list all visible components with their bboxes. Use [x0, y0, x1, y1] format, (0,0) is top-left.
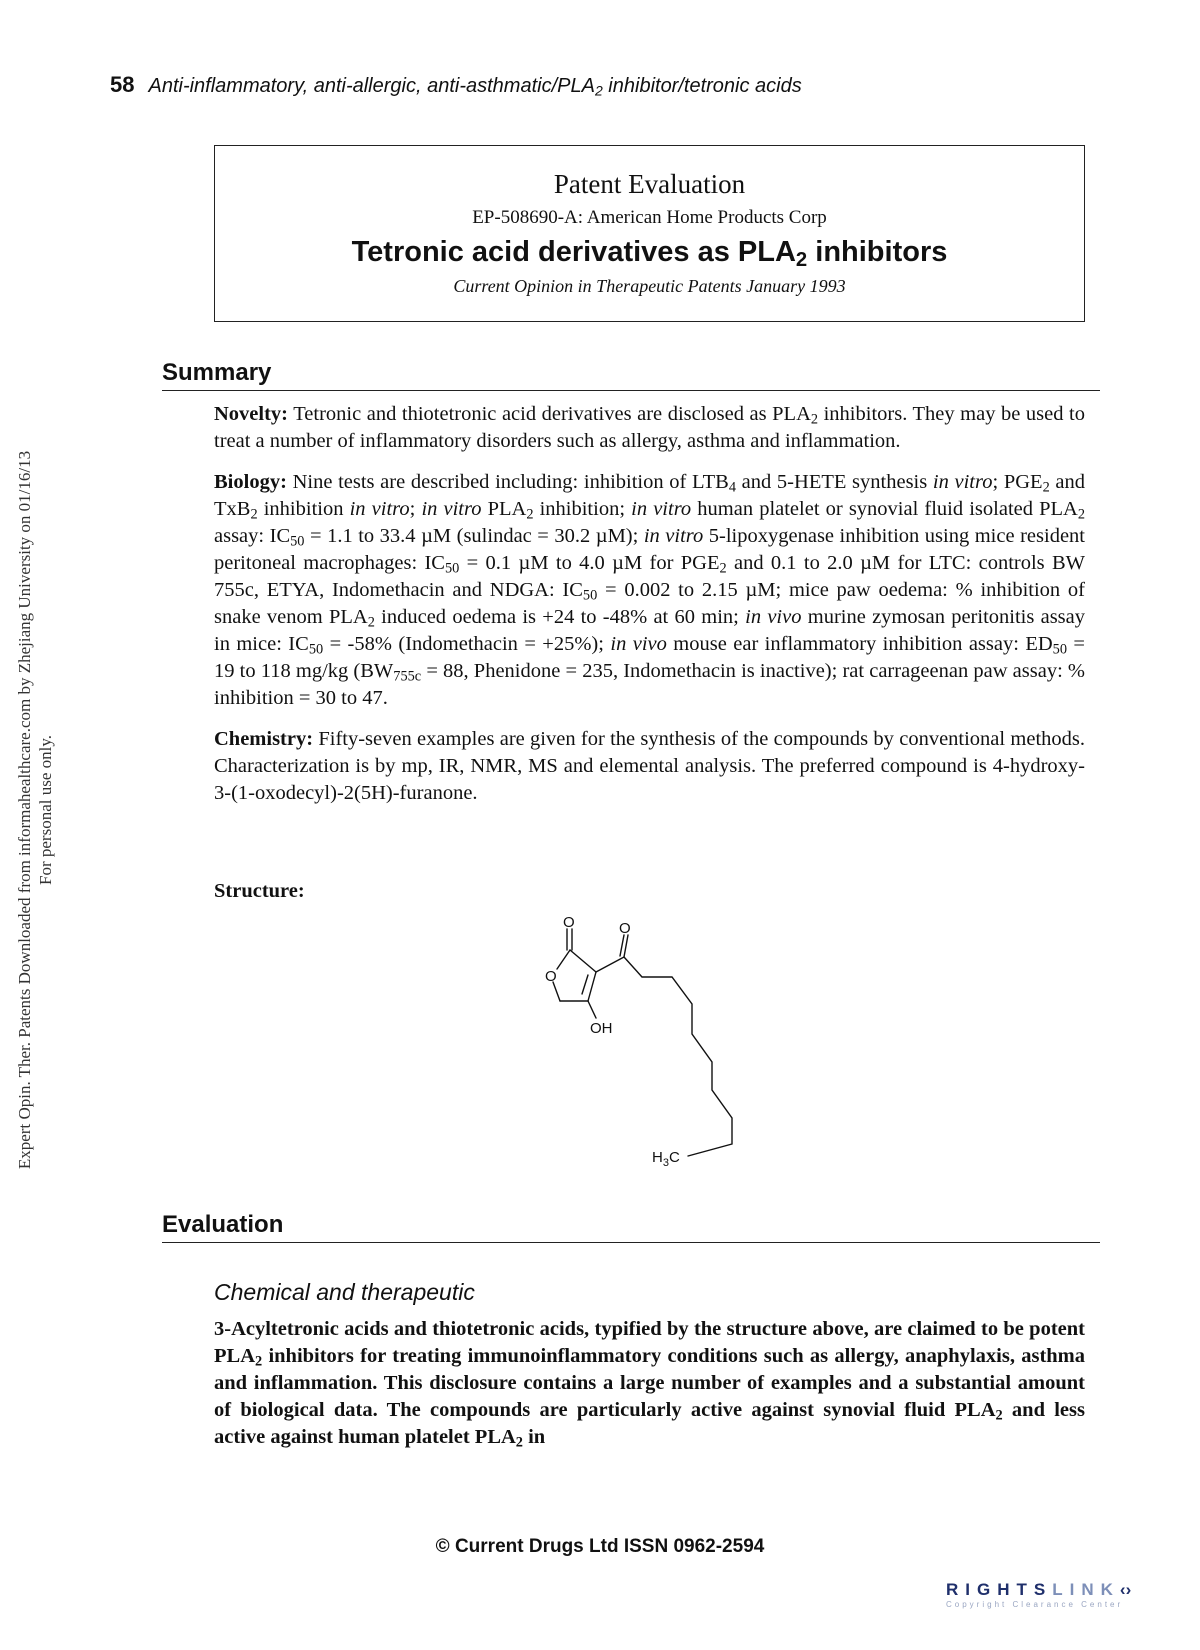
summary-body — [214, 401, 1085, 821]
evaluation-body — [214, 1316, 1085, 1465]
patent-evaluation-box — [214, 145, 1085, 322]
novelty-paragraph: Novelty: Tetronic and thiotetronic acid derivatives are disclosed as $PLA_2$ inhibitors. They may be used to treat a number of inflammatory disorders such as allergy, asthma and inflammation. — [214, 403, 1085, 452]
atom-o-lactone-carbonyl: O — [563, 914, 575, 931]
bond-acyl-o-double-b — [620, 935, 624, 956]
section-heading-evaluation: Evaluation — [162, 1210, 1100, 1243]
bond-acyl-o-double-a — [624, 935, 628, 957]
running-title: Anti-inflammatory, anti-allergic, anti-$asthmatic/PLA_2$ inhibitor/tetronic acids — [148, 75, 802, 99]
side-watermark — [0, 0, 56, 1650]
box-label: Patent Evaluation — [553, 169, 746, 199]
rightslink-strong: RIGHTS — [946, 1580, 1053, 1599]
atom-o-acyl-carbonyl: O — [619, 920, 631, 937]
atom-ch3: $H_3C$ — [652, 1149, 680, 1169]
journal-citation: Current Opinion in Therapeutic Patents January 1993 — [453, 276, 846, 296]
bond-c2-o1 — [557, 950, 570, 969]
chemical-structure-diagram — [520, 912, 760, 1169]
chemistry-paragraph: Chemistry: Fifty-seven examples are given for the synthesis of the compounds by conventional methods. Characterization is by mp, IR, NMR, MS and elemental analysis. The preferred compound is 4-hydroxy-3-(1-oxodecyl)-2(5H)-furanone. — [214, 728, 1085, 804]
bond-c4-c3-double — [582, 975, 588, 994]
section-heading-summary: Summary — [162, 358, 1100, 391]
evaluation-paragraph: 3-Acyltetronic acids and thiotetronic acids, typified by the structure above, are claimed to be potent $PLA_2$ inhibitors for treating immunoinflammatory conditions such as allergy, anaphylaxis, asthma and inflammation. This disclosure contains a large number of examples and a substantial amount of biological data. The compounds are particularly active against synovial fluid $PLA_2$ and less active against human platelet $PLA_2$ in — [214, 1318, 1085, 1451]
rightslink-subtitle: Copyright Clearance Center — [946, 1600, 1124, 1609]
decyl-chain — [624, 957, 732, 1156]
bond-c4-oh — [588, 1001, 596, 1018]
atom-oh: OH — [590, 1020, 613, 1037]
patent-number: EP-508690-A: American Home Products Corp — [472, 207, 827, 228]
bond-c3-c2 — [570, 950, 596, 972]
watermark-line-1: Expert Opin. Ther. Patents Downloaded from informahealthcare.com by Zhejiang University on 01/16/13 — [15, 450, 34, 1170]
rightslink-logo — [946, 1580, 1176, 1618]
bond-c3-acyl — [596, 957, 624, 972]
article-title: Tetronic acid derivatives as $PLA_2$ inhibitors — [351, 236, 948, 272]
rightslink-light: LINK — [1052, 1580, 1120, 1599]
rightslink-arrow-icon: ‹› — [1119, 1580, 1132, 1599]
footer-copyright: © Current Drugs Ltd ISSN 0962-2594 — [435, 1536, 765, 1557]
atom-o-ring: O — [545, 968, 557, 985]
structure-label: Structure: — [214, 880, 305, 902]
running-head — [110, 72, 802, 98]
watermark-line-2: For personal use only. — [36, 735, 55, 885]
page-number: 58 — [110, 72, 135, 97]
biology-paragraph: Biology: Nine tests are described including: inhibition of $LTB_4$ and 5-HETE synthesis in vitro; $PGE_2$ and TxB$_2$ inhibition in vitro; in vitro $PLA_2$ inhibition; in vitro human platelet or synovial fluid isolated $PLA_2$ assay: $IC_{50} = 1.1$ to 33.4 µM (sulindac = 30.2 µM); in vitro 5-lipoxygenase inhibition using mice resident peritoneal macrophages: $IC_{50} = 0.1$ µM to 4.0 µM for $PGE_2$ and 0.1 to 2.0 µM for LTC: controls BW 755c, ETYA, Indomethacin and NDGA: $IC_{50} = 0.002$ to 2.15 µM; mice paw oedema: % inhibition of snake venom $PLA_2$ induced oedema is +24 to -48% at 60 min; in vivo murine zymosan peritonitis assay in mice: $IC_{50} = -58\%$ (Indomethacin = +25%); in vivo mouse ear inflammatory inhibition assay: $ED_{50} = 19$ to 118 mg/kg ($BW_{755c} = 88$, Phenidone = 235, Indomethacin is inactive); rat carrageenan paw assay: % inhibition = 30 to 47. — [214, 471, 1086, 709]
bond-c4-c3 — [588, 972, 596, 1001]
subheading-chemical-therapeutic: Chemical and therapeutic — [214, 1279, 475, 1305]
